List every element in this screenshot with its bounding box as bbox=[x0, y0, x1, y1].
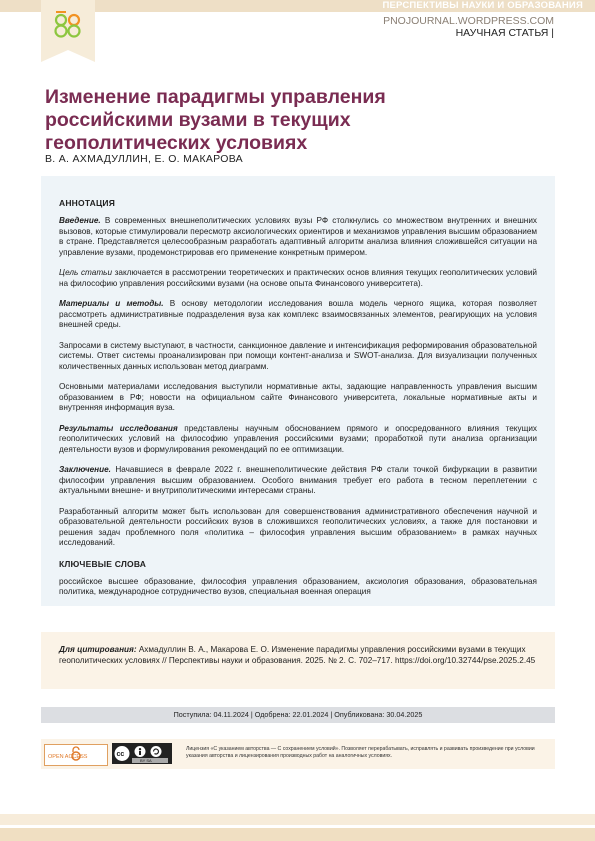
abstract-methods-p2: Запросами в систему выступают, в частности, санкционное давление и интенсификация реформирования образовательной системы. Ответ системы проанализирован при помощи контент-анализа и SWOT-анализа. Для визуализации полученных количественных данных использован метод диаграмм. bbox=[59, 340, 537, 371]
article-authors: В. А. АХМАДУЛЛИН, Е. О. МАКАРОВА bbox=[45, 153, 243, 165]
abstract-aim bbox=[59, 268, 537, 289]
intro-label: Введение. bbox=[59, 216, 101, 225]
journal-name: ПЕРСПЕКТИВЫ НАУКИ И ОБРАЗОВАНИЯ bbox=[382, 0, 583, 11]
open-access-icon[interactable] bbox=[44, 744, 108, 766]
abstract-heading: АННОТАЦИЯ bbox=[59, 198, 116, 208]
conclusion-text: Начавшиеся в феврале 2022 г. внешнеполитические действия РФ стали точкой бифуркации в развитии философии управления высшим образованием. Особого внимания требует его работа в тесном переплетении с актуальными внешне- и внутриполитическими интересами страны. bbox=[59, 465, 537, 495]
methods-text: В основу методологии исследования вошла модель черного ящика, которая позволяет рассмотреть административные подразделения вуза как комплекс взаимосвязанных элементов, реагирующих на условия внешней среды. bbox=[59, 299, 538, 329]
footer-band bbox=[0, 828, 595, 841]
conclusion-label: Заключение. bbox=[59, 465, 111, 474]
journal-url: PNOJOURNAL.WORDPRESS.COM bbox=[383, 15, 554, 27]
cc-by-sa-license-icon[interactable] bbox=[112, 743, 172, 764]
article-type-label: НАУЧНАЯ СТАТЬЯ | bbox=[455, 27, 554, 39]
intro-text: В современных внешнеполитических условиях вузы РФ столкнулись со множеством внутренних и внешних вызовов, которые стимулировали пересмотр аксиологических ориентиров и механизмов управления высшим образованием в стране. Представляется целесообразным разработать адаптивный алгоритм анализа влияния сложившейся ситуации на управление вузами, продемонстрировав его применение конкретным примером. bbox=[59, 216, 537, 257]
abstract-introduction bbox=[59, 216, 537, 258]
footer-stripe bbox=[0, 814, 595, 825]
svg-text:cc: cc bbox=[116, 751, 125, 758]
keywords-text: российское высшее образование, философия управления образованием, аксиология образования, образовательная политика, международное сотрудничество вузов, специальная военная операция bbox=[59, 576, 537, 596]
oa-label: OPEN ACCESS bbox=[48, 754, 88, 760]
citation-text bbox=[59, 645, 537, 666]
keywords-heading: КЛЮЧЕВЫЕ СЛОВА bbox=[59, 558, 147, 569]
results-label: Результаты исследования bbox=[59, 423, 178, 433]
license-text: Лицензия «С указанием авторства — С сохранением условий». Позволяет перерабатывать, исправлять и развивать произведение при условии указания авторства и лицензирования производных работ на аналогичных условиях. bbox=[186, 746, 535, 759]
abstract-methods bbox=[59, 299, 537, 331]
article-title: Изменение парадигмы управления российскими вузами в текущих геополитических условиях bbox=[45, 86, 386, 154]
aim-label: Цель статьи bbox=[59, 268, 113, 277]
journal-logo-icon bbox=[41, 0, 95, 62]
citation-box bbox=[41, 632, 555, 689]
methods-label: Материалы и методы. bbox=[59, 299, 164, 308]
svg-text:BY SA: BY SA bbox=[140, 758, 152, 764]
abstract-results bbox=[59, 424, 537, 456]
citation-body[interactable]: Ахмадуллин В. А., Макарова Е. О. Изменение парадигмы управления российскими вузами в текущих геополитических условиях // Перспективы науки и образования. 2025. № 2. С. 702–717. https://doi.org/10.32744/pse.2025.2.45 bbox=[59, 645, 536, 665]
abstract-conclusion-p2: Разработанный алгоритм может быть использован для совершенствования административного обеспечения научной и образовательной деятельности российских вузов в сложившихся геополитических условиях, а также для постановки и решения задач проблемного поля «политика – философия управления высшим образованием» в рамках научных исследований. bbox=[59, 506, 537, 547]
abstract-methods-p3: Основными материалами исследования выступили нормативные акты, задающие направленность управления высшим образованием в РФ; новости на официальном сайте Финансового университета, локальные нормативные акты и внутренняя информация вуза. bbox=[59, 382, 537, 412]
publication-dates: Поступила: 04.11.2024 | Одобрена: 22.01.2024 | Опубликована: 30.04.2025 bbox=[41, 707, 555, 723]
license-box bbox=[41, 739, 555, 769]
results-text: представлены научным обоснованием прямого и опосредованного влияния текущих геополитических условий на философию управления российскими вузами; проработкой пути анализа организации деятельности вузов и формулирования рекомендаций по ее оптимизации. bbox=[59, 423, 537, 454]
aim-text: заключается в рассмотрении теоретических и практических основ влияния текущих геополитических условий на философию управления российскими вузами (на основе опыта Финансового университета). bbox=[59, 268, 537, 288]
abstract-box bbox=[41, 176, 555, 606]
citation-label: Для цитирования: bbox=[59, 645, 137, 654]
abstract-conclusion bbox=[59, 465, 537, 497]
